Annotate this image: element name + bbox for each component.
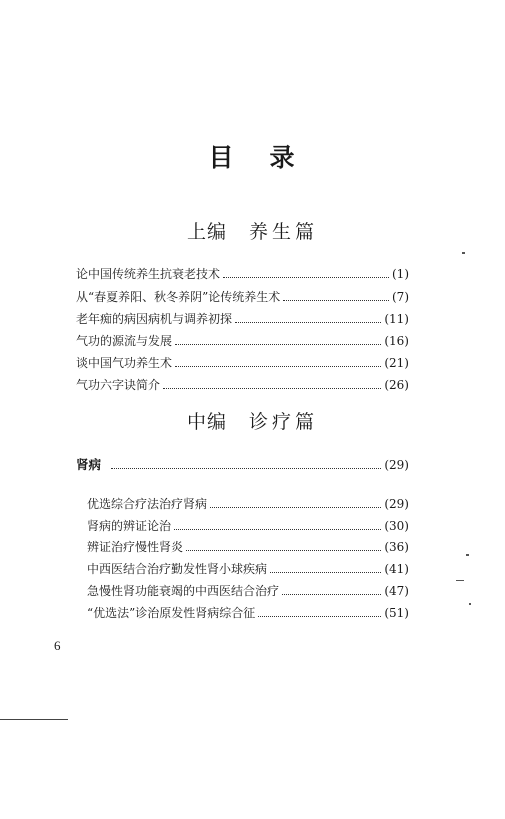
toc-entry-page: (26) [384,378,409,392]
toc-entry-title: 谈中国气功养生术 [76,356,173,370]
toc-entry-page: (29) [384,497,409,511]
toc-entry-title: 气功的源流与发展 [76,334,173,348]
toc-entry [87,519,409,533]
leader-dots [235,313,381,323]
leader-dots [175,357,381,367]
toc-entry-page: (16) [384,334,409,348]
page-number: 6 [54,638,61,653]
scan-speck [466,554,469,556]
scan-speck [469,603,471,605]
toc-entry-title: 从“春夏养阳、秋冬养阴”论传统养生术 [76,290,281,304]
section-heading-yangsheng [0,217,505,244]
section-heading-part: 上编 [186,221,227,243]
toc-entry [76,267,409,281]
toc-entry-page: (11) [384,312,409,326]
toc-entry-page: (51) [384,606,409,620]
leader-dots [270,563,381,573]
section-heading-name: 养生篇 [249,221,319,243]
toc-entry [76,290,409,304]
leader-dots [163,379,381,389]
toc-entry-title: 辨证治疗慢性肾炎 [87,540,184,554]
leader-dots [186,541,381,551]
toc-entry-title: 肾病的辨证论治 [87,519,172,533]
toc-entry-page: (30) [384,519,409,533]
toc-entry [87,562,409,576]
toc-chapter [76,458,409,472]
toc-entry [76,378,409,392]
leader-dots [175,335,381,345]
leader-dots [283,291,389,301]
leader-dots [111,459,381,469]
leader-dots [258,607,381,617]
toc-entry [87,584,409,598]
toc-entry-title: 气功六字诀简介 [76,378,161,392]
toc-entry-page: (47) [384,584,409,598]
toc-chapter-title: 肾病 [76,457,102,472]
toc-entry [87,497,409,511]
leader-dots [174,520,381,530]
toc-entry [76,334,409,348]
section-heading-zhenliao [0,407,505,434]
toc-entry-page: (21) [384,356,409,370]
section-heading-name: 诊疗篇 [249,411,319,433]
toc-entry-title: 老年痴的病因病机与调养初探 [76,312,233,326]
toc-chapter-page: (29) [384,458,409,472]
leader-dots [223,268,389,278]
toc-entry [76,356,409,370]
title-char-1: 目 [208,143,236,172]
toc-entry-title: 优选综合疗法治疗肾病 [87,497,208,511]
leader-dots [282,585,381,595]
toc-entry-title: “优选法”诊治原发性肾病综合征 [87,606,256,620]
toc-entry-title: 论中国传统养生抗衰老技术 [76,267,221,281]
scan-artifact-line [0,719,68,720]
scan-speck [456,580,464,581]
toc-entry-page: (1) [392,267,409,281]
toc-entry-page: (41) [384,562,409,576]
toc-entry [87,540,409,554]
toc-entry-page: (36) [384,540,409,554]
toc-entry-page: (7) [392,290,409,304]
page-title [0,138,505,174]
scan-speck [462,252,465,254]
title-char-2: 录 [269,143,297,172]
toc-entry [76,312,409,326]
toc-entry [87,606,409,620]
leader-dots [210,498,381,508]
section-heading-part: 中编 [186,411,227,433]
toc-entry-title: 急慢性肾功能衰竭的中西医结合治疗 [87,584,280,598]
toc-entry-title: 中西医结合治疗勤发性肾小球疾病 [87,562,268,576]
